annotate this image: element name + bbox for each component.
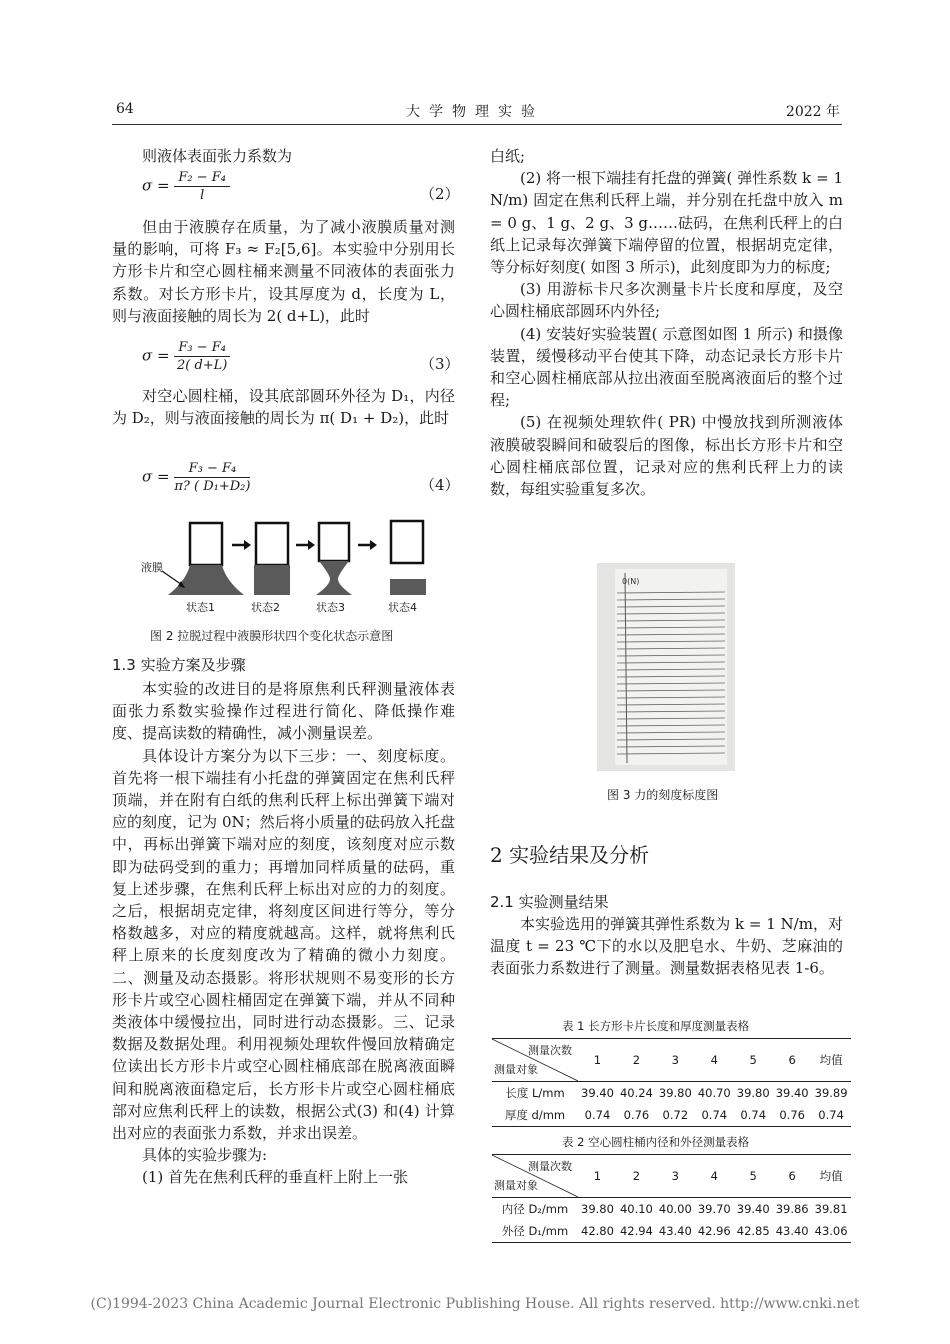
section-2-1-heading: 2.1 实验测量结果 xyxy=(490,893,609,911)
eq2-denominator: l xyxy=(200,188,205,203)
table-1-title: 表 1 长方形卡片长度和厚度测量表格 xyxy=(562,1019,750,1033)
table-row xyxy=(492,1082,851,1105)
cell: 0.72 xyxy=(656,1104,695,1127)
table-2-diag-top: 测量次数 xyxy=(528,1160,572,1173)
table-1-col-header: 5 xyxy=(734,1039,773,1082)
cell: 0.76 xyxy=(617,1104,656,1127)
cell: 40.00 xyxy=(656,1198,695,1221)
equation-3: σ = $\frac{\text{F₃ − F₄}}{2( d+L)}$ xyxy=(142,340,230,373)
cell: 0.74 xyxy=(578,1104,617,1127)
table-row xyxy=(492,1198,851,1221)
cell: 39.89 xyxy=(812,1082,851,1105)
cell: 39.70 xyxy=(695,1198,734,1221)
intro-line: 则液体表面张力系数为 xyxy=(142,147,293,165)
cell: 0.74 xyxy=(734,1104,773,1127)
row-label: 长度 L/mm xyxy=(492,1082,578,1105)
cell: 39.40 xyxy=(734,1198,773,1221)
table-1-col-header: 均值 xyxy=(812,1039,851,1082)
cell: 0.74 xyxy=(695,1104,734,1127)
cell: 0.74 xyxy=(812,1104,851,1127)
steps-list: 白纸; (2) 将一根下端挂有托盘的弹簧( 弹性系数 k = 1 N/m) 固定在焦利氏秤上端，并分别在托盘中放入 m = 0 g、1 g、2 g、3 g……砝码，在焦利氏秤上的白纸上记录每次弹簧下端停留的位置，根据胡克定律，等分标好刻度( 如图 3 所示)，此刻度即为力的标度; (3) 用游标卡尺多次测量卡片长度和厚度，及空心圆柱桶底部圆环内外径; (4) 安装好实验装置( 示意图如图 1 所示) 和摄像装置，缓慢移动平台使其下降，动态记录长方形卡片和空心圆柱桶底部从拉出液面至脱离液面后的整个过程; (5) 在视频处理软件( PR) 中慢放找到所测液体液膜破裂瞬间和破裂后的图像，标出长方形卡片和空心圆柱桶底部位置，记录对应的焦利氏秤上力的读数，每组实验重复多次。 xyxy=(490,147,843,499)
cell: 0.76 xyxy=(773,1104,812,1127)
table-2 xyxy=(492,1154,851,1243)
table-row xyxy=(492,1104,851,1127)
table-1-diag-top: 测量次数 xyxy=(528,1044,572,1057)
page-number: 64 xyxy=(116,101,134,117)
table-1-col-header: 3 xyxy=(656,1039,695,1082)
state-label-3: 状态3 xyxy=(316,601,345,614)
figure-2-caption: 图 2 拉脱过程中液膜形状四个变化状态示意图 xyxy=(150,629,394,643)
cell: 39.80 xyxy=(656,1082,695,1105)
equation-2: σ = $\frac{\text{F₂ − F₄}}{l}$ xyxy=(142,170,230,203)
table-2-col-header: 均值 xyxy=(812,1155,851,1198)
table-1-col-header: 6 xyxy=(773,1039,812,1082)
table-1-diag-bottom: 测量对象 xyxy=(494,1063,538,1076)
film-state-4 xyxy=(390,579,426,595)
figure-3-caption: 图 3 力的刻度标度图 xyxy=(607,788,719,802)
eq2-numerator: F₂ − F₄ xyxy=(174,170,230,187)
force-scale-lines xyxy=(597,563,735,771)
table-2-title: 表 2 空心圆柱桶内径和外径测量表格 xyxy=(562,1135,750,1149)
section-1-3-body: 本实验的改进目的是将原焦利氏秤测量液体表面张力系数实验操作过程进行简化、降低操作难度、提高读数的精确性，减小测量误差。 具体设计方案分为以下三步：一、刻度标度。首先将一根下端挂有小托盘的弹簧固定在焦利氏秤顶端，并在附有白纸的焦利氏秤上标出弹簧下端对应的刻度，记为 0N；然后将小质量的砝码放入托盘中，再标出弹簧下端对应的刻度，该刻度对应示数即为砝码受到的重力；再增加同样质量的砝码，重复上述步骤，在焦利氏秤上标出对应的力的刻度。之后，根据胡克定律，将刻度区间进行等分，等分格数越多，对应的精度就越高。这样，就将焦利氏秤上原来的长度刻度改为了精确的微小力刻度。二、测量及动态摄影。将形状规则不易变形的长方形卡片或空心圆柱桶固定在弹簧下端，并从不同种类液体中缓慢拉出，同时进行动态摄影。三、记录数据及数据处理。利用视频处理软件慢回放精确定位读出长方形卡片或空心圆柱桶底部在脱离液面瞬间和脱离液面稳定后，长方形卡片或空心圆柱桶底部对应焦利氏秤上的读数，根据公式(3) 和(4) 计算出对应的表面张力系数，并求出误差。 具体的实验步骤为: (1) 首先在焦利氏秤的垂直杆上附上一张 xyxy=(112,680,455,1187)
eq3-number: （3） xyxy=(420,355,460,373)
eq2-number: （2） xyxy=(420,185,460,203)
row-label: 内径 D₂/mm xyxy=(492,1198,578,1221)
cell: 40.10 xyxy=(617,1198,656,1221)
cell: 40.70 xyxy=(695,1082,734,1105)
film-state-1 xyxy=(168,565,244,595)
section-2-heading: 2 实验结果及分析 xyxy=(490,843,650,867)
scale-zero-mark: 0(N) xyxy=(622,577,640,586)
cell: 40.24 xyxy=(617,1082,656,1105)
table-1-col-header: 2 xyxy=(617,1039,656,1082)
section-1-3-heading: 1.3 实验方案及步骤 xyxy=(112,656,246,674)
card-state-4 xyxy=(391,521,423,563)
table-2-diag-bottom: 测量对象 xyxy=(494,1179,538,1192)
paragraph-after-eq3: 对空心圆柱桶，设其底部圆环外径为 D₁，内径为 D₂，则与液面接触的周长为 π( D₁ + D₂)，此时 xyxy=(112,387,455,428)
cell: 43.06 xyxy=(812,1220,851,1243)
table-2-col-header: 2 xyxy=(617,1155,656,1198)
eq3-numerator: F₃ − F₄ xyxy=(174,340,230,357)
state-label-4: 状态4 xyxy=(388,601,417,614)
row-label: 外径 D₁/mm xyxy=(492,1220,578,1243)
eq4-number: （4） xyxy=(420,476,460,494)
film-state-2 xyxy=(254,565,290,595)
state-label-1: 状态1 xyxy=(186,601,215,614)
cell: 39.40 xyxy=(578,1082,617,1105)
table-1 xyxy=(492,1038,851,1127)
table-2-col-header: 4 xyxy=(695,1155,734,1198)
cell: 39.80 xyxy=(578,1198,617,1221)
cell: 42.96 xyxy=(695,1220,734,1243)
cell: 43.40 xyxy=(656,1220,695,1243)
section-2-1-body: 本实验选用的弹簧其弹性系数为 k = 1 N/m，对温度 t = 23 ℃下的水以及肥皂水、牛奶、芝麻油的表面张力系数进行了测量。测量数据表格见表 1-6。 xyxy=(490,915,843,978)
force-scale-photo xyxy=(597,563,735,771)
eq3-denominator: 2( d+L) xyxy=(176,358,228,373)
cell: 42.94 xyxy=(617,1220,656,1243)
equation-4: σ = $\frac{\text{F₃ − F₄}}{\text{π? ( D₁+D₂)}}$ xyxy=(142,461,251,494)
cell: 39.86 xyxy=(773,1198,812,1221)
cell: 43.40 xyxy=(773,1220,812,1243)
header-rule xyxy=(112,124,842,125)
card-state-3 xyxy=(319,523,349,561)
eq4-numerator: F₃ − F₄ xyxy=(174,461,250,478)
copyright-footer: (C)1994-2023 China Academic Journal Electronic Publishing House. All rights reserved. http://www.cnki.net xyxy=(90,1296,860,1312)
cell: 42.80 xyxy=(578,1220,617,1243)
table-2-col-header: 6 xyxy=(773,1155,812,1198)
cell: 39.40 xyxy=(773,1082,812,1105)
table-1-col-header: 4 xyxy=(695,1039,734,1082)
card-state-1 xyxy=(190,523,222,565)
table-2-col-header: 5 xyxy=(734,1155,773,1198)
year: 2022 年 xyxy=(785,104,840,120)
film-state-3 xyxy=(316,561,352,595)
cell: 42.85 xyxy=(734,1220,773,1243)
table-2-col-header: 1 xyxy=(578,1155,617,1198)
eq4-denominator: π? ( D₁+D₂) xyxy=(174,479,251,494)
table-row xyxy=(492,1220,851,1243)
row-label: 厚度 d/mm xyxy=(492,1104,578,1127)
state-label-2: 状态2 xyxy=(251,601,280,614)
table-1-diagonal-header xyxy=(492,1039,578,1081)
film-label: 液膜 xyxy=(141,561,163,574)
table-1-col-header: 1 xyxy=(578,1039,617,1082)
table-2-diagonal-header xyxy=(492,1155,578,1197)
table-2-col-header: 3 xyxy=(656,1155,695,1198)
card-state-2 xyxy=(256,523,288,565)
paragraph-after-eq2: 但由于液膜存在质量，为了减小液膜质量对测量的影响，可将 F₃ ≈ F₂[5,6]。本实验中分别用长方形卡片和空心圆柱桶来测量不同液体的表面张力系数。对长方形卡片，设其厚度为 d，长度为 L，则与液面接触的周长为 2( d+L)，此时 xyxy=(112,218,455,325)
journal-title: 大学物理实验 xyxy=(406,104,544,120)
cell: 39.80 xyxy=(734,1082,773,1105)
cell: 39.81 xyxy=(812,1198,851,1221)
